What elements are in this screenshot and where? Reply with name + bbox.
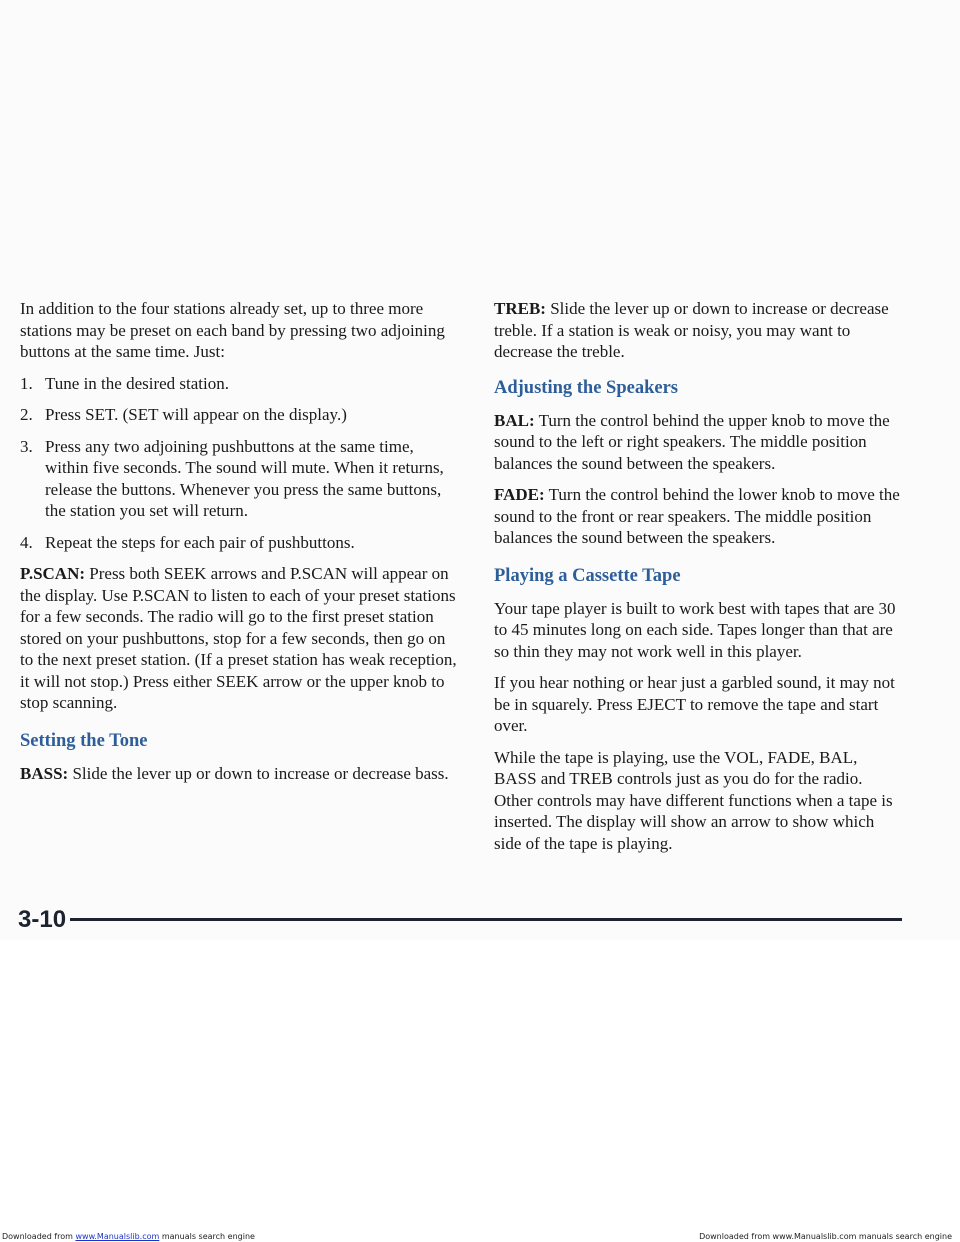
tone-heading: Setting the Tone [20, 730, 148, 751]
cassette-paragraph: If you hear nothing or hear just a garbled sound, it may not be in squarely. Press EJECT to remove the tape and start over. [494, 673, 895, 735]
fade-paragraph [494, 484, 904, 549]
preset-steps-list [20, 373, 460, 554]
bass-paragraph [20, 763, 460, 785]
manualslib-link[interactable]: www.Manualslib.com [75, 1232, 160, 1241]
list-item [20, 436, 460, 522]
cassette-paragraph: Your tape player is built to work best with tapes that are 30 to 45 minutes long on each side. Tapes longer than that are so thin they may not work well in this player. [494, 598, 896, 661]
list-item [20, 373, 460, 395]
cassette-heading: Playing a Cassette Tape [494, 565, 681, 586]
bal-paragraph [494, 410, 904, 475]
step-text: Press any two adjoining pushbuttons at the same time, within five seconds. The sound will mute. When it returns, release the buttons. Whenever you press the same buttons, the station you set will return. [45, 436, 444, 520]
bal-text: Turn the control behind the upper knob to move the sound to the left or right speakers. The middle position balances the sound between the speakers. [494, 410, 890, 473]
watermark-right: Downloaded from www.Manualslib.com manuals search engine [699, 1232, 952, 1241]
pscan-text: Press both SEEK arrows and P.SCAN will appear on the display. Use P.SCAN to listen to each of your preset stations for a few seconds. The radio will go to the first preset station stored on your pushbuttons, stop for a few seconds, then go on to the next preset station. (If a preset station has weak reception, it will not stop.) Press either SEEK arrow or the upper knob to stop scanning. [20, 564, 457, 712]
fade-label: FADE: [494, 485, 545, 504]
treb-paragraph [494, 298, 904, 363]
watermark-left [2, 1232, 255, 1242]
step-number: 2. [20, 405, 33, 424]
intro-paragraph: In addition to the four stations already set, up to three more stations may be preset on each band by pressing two adjoining buttons at the same time. Just: [20, 299, 445, 361]
fade-text: Turn the control behind the lower knob to move the sound to the front or rear speakers. The middle position balances the sound between the speakers. [494, 485, 900, 547]
list-item [20, 404, 460, 426]
cassette-paragraph: While the tape is playing, use the VOL, FADE, BAL, BASS and TREB controls just as you do for the radio. Other controls may have different functions when a tape is inserted. The display will show an arrow to show which side of the tape is playing. [494, 747, 893, 853]
list-item [20, 532, 460, 554]
page-number: 3-10 [18, 906, 67, 933]
step-text: Repeat the steps for each pair of pushbuttons. [45, 532, 355, 552]
step-text: Press SET. (SET will appear on the display.) [45, 405, 347, 424]
bal-label: BAL: [494, 410, 535, 430]
footer-divider [70, 918, 902, 921]
treb-label: TREB: [494, 299, 546, 318]
step-number: 3. [20, 436, 33, 456]
pscan-label: P.SCAN: [20, 564, 86, 583]
step-text: Tune in the desired station. [45, 373, 229, 393]
treb-text: Slide the lever up or down to increase or decrease treble. If a station is weak or noisy, you may want to decrease the treble. [494, 299, 889, 361]
step-number: 1. [20, 373, 33, 393]
bass-label: BASS: [20, 763, 69, 783]
left-column [20, 298, 460, 794]
bass-text: Slide the lever up or down to increase or decrease bass. [72, 763, 449, 783]
watermark-suffix: manuals search engine [161, 1232, 255, 1241]
speakers-heading: Adjusting the Speakers [494, 377, 678, 398]
watermark-prefix: Downloaded from [2, 1232, 73, 1241]
step-number: 4. [20, 532, 33, 552]
pscan-paragraph [20, 563, 460, 714]
watermark-bar [0, 1232, 960, 1242]
right-column [494, 298, 904, 864]
